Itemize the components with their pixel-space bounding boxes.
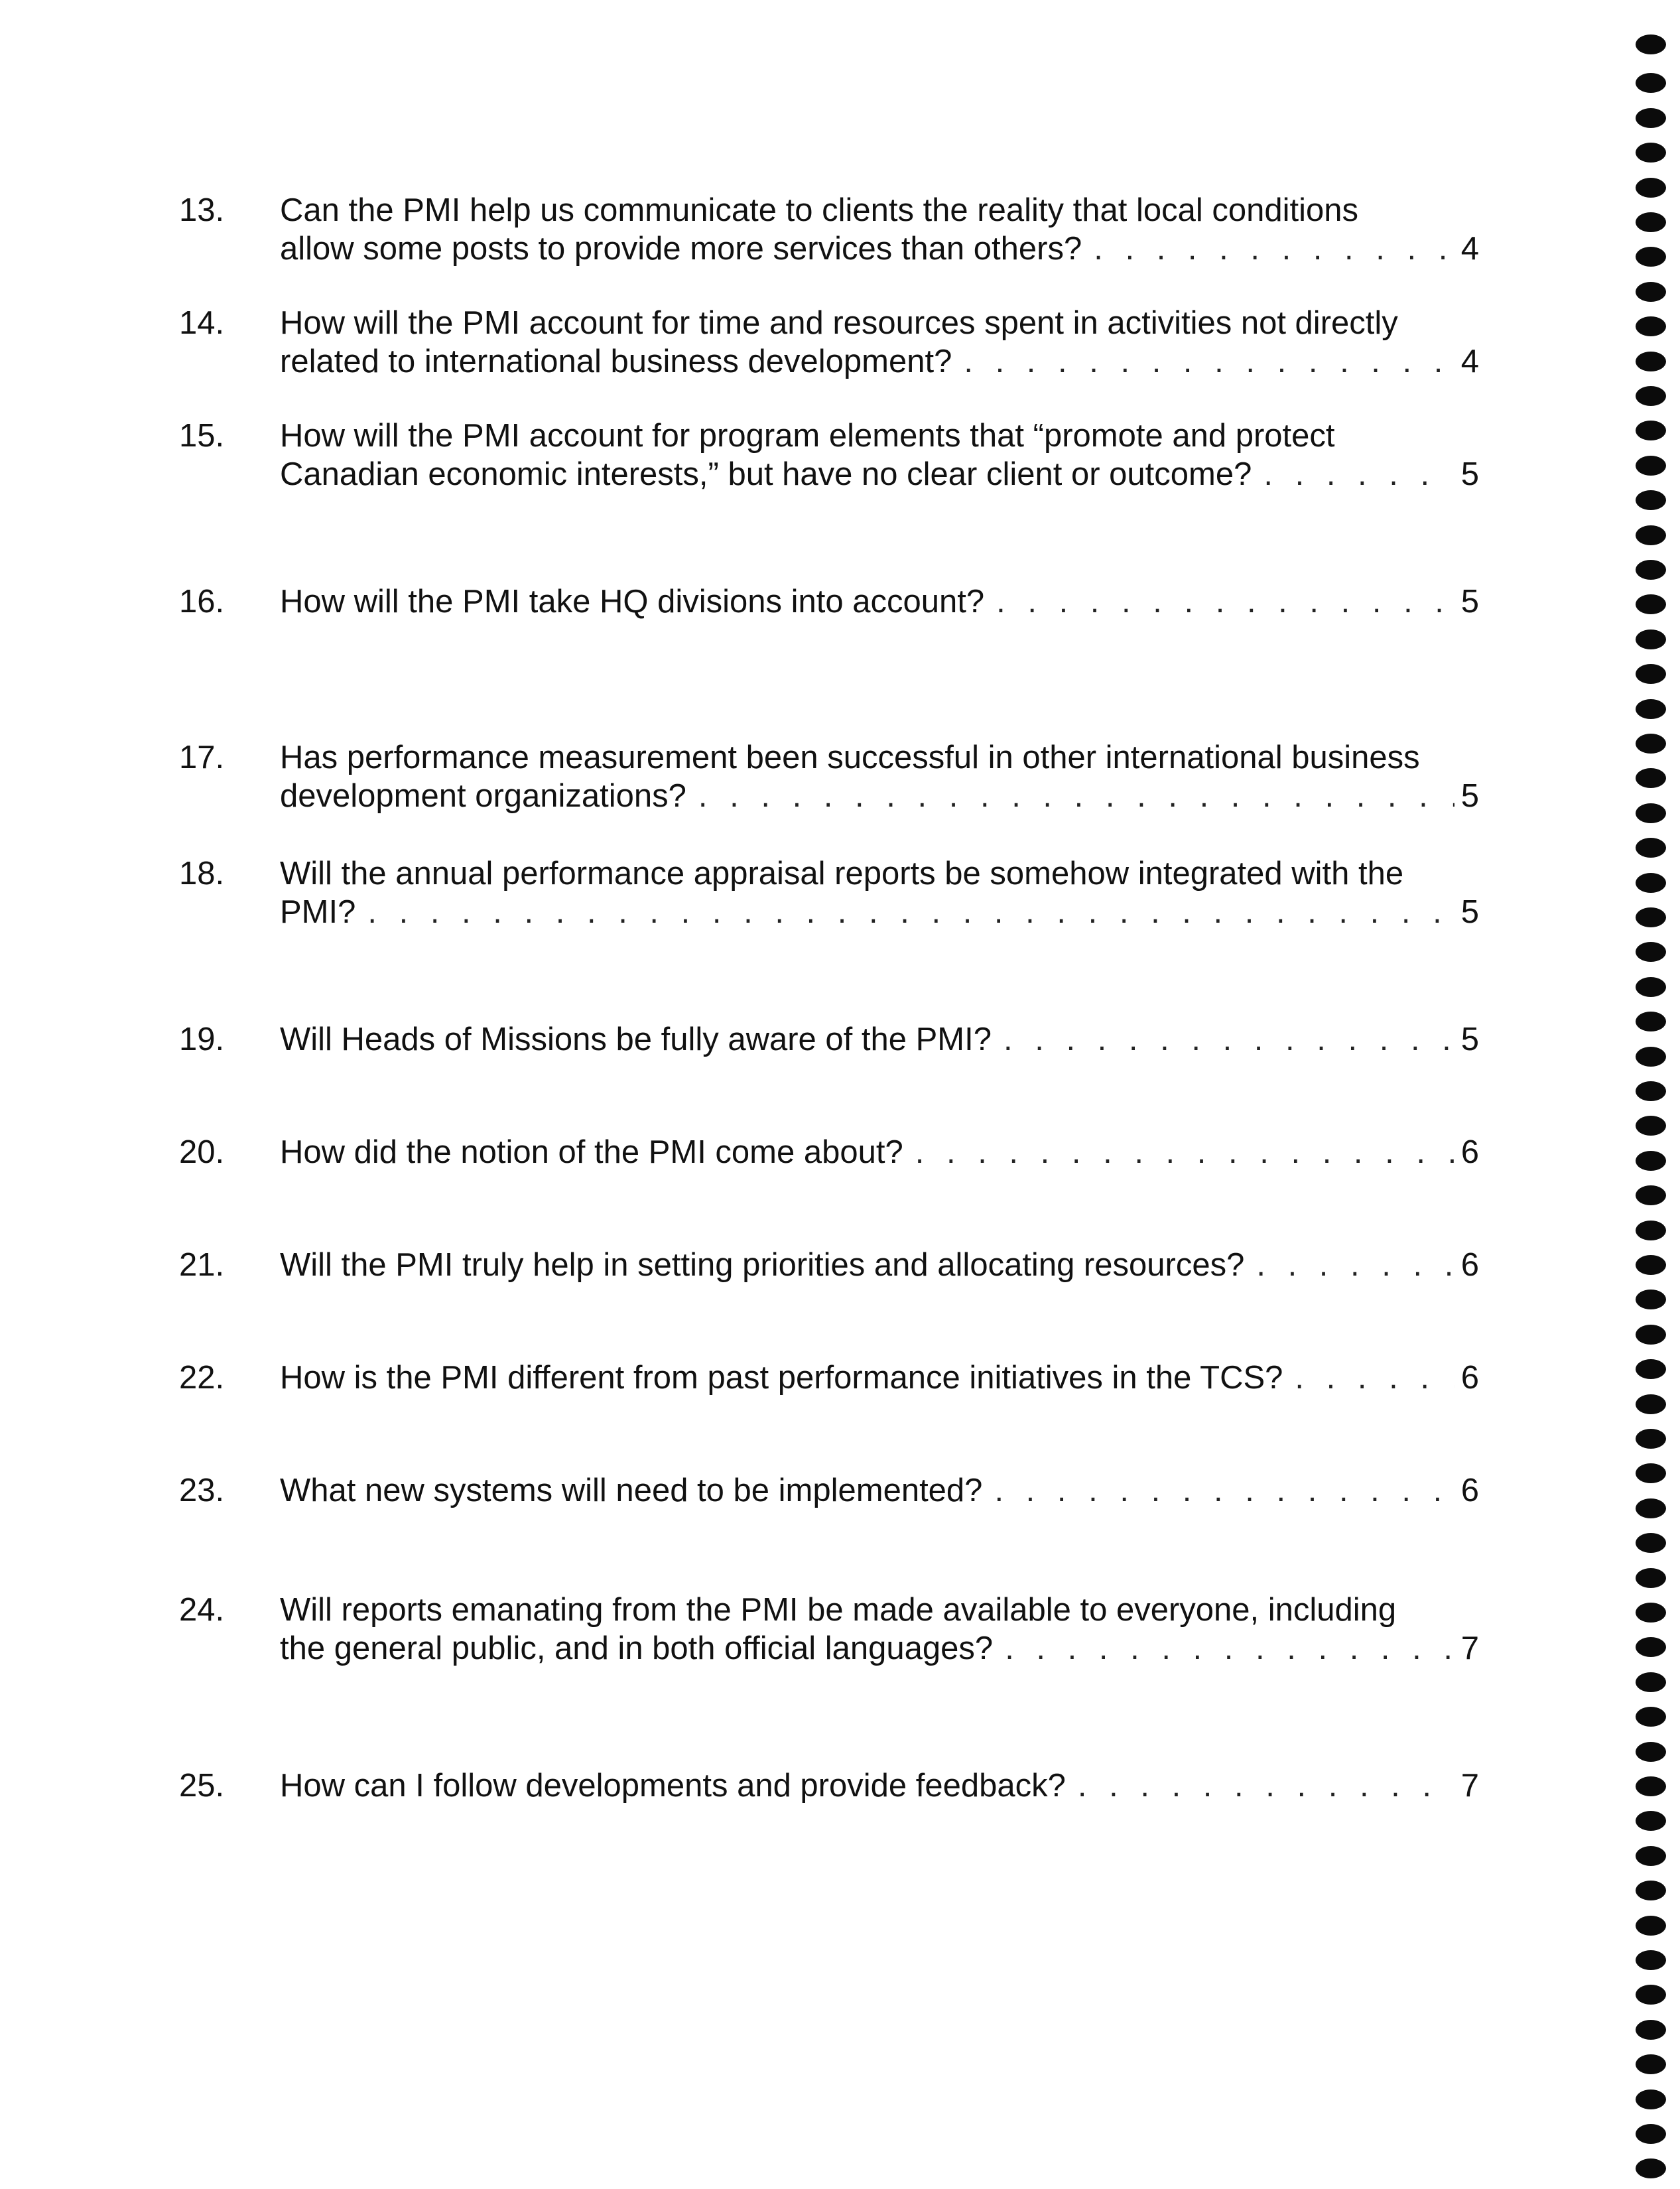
entry-question-line: How will the PMI account for program elements that “promote and protect (280, 418, 1335, 454)
entry-question-line: PMI? (280, 894, 356, 930)
binding-hole (1636, 2054, 1666, 2074)
page-number: 4 (1460, 344, 1479, 379)
dot-leader (994, 1471, 1454, 1510)
entry-number: 19. (179, 1022, 225, 1057)
dot-leader (367, 893, 1454, 931)
binding-hole (1636, 282, 1666, 302)
binding-hole (1636, 1776, 1666, 1796)
binding-hole (1636, 664, 1666, 684)
entry-question-line: Will the annual performance appraisal reports be somehow integrated with the (280, 856, 1404, 892)
binding-hole (1636, 2020, 1666, 2040)
entry-last-line (280, 1359, 1479, 1397)
binding-hole (1636, 1081, 1666, 1101)
binding-hole (1636, 1429, 1666, 1449)
entry-last-line (280, 1766, 1479, 1805)
entry-number: 20. (179, 1134, 225, 1170)
dot-leader (698, 777, 1454, 815)
binding-hole (1636, 143, 1666, 163)
page-number: 7 (1460, 1768, 1479, 1804)
dot-leader (1256, 1246, 1454, 1284)
binding-hole (1636, 1151, 1666, 1171)
binding-hole (1636, 316, 1666, 336)
binding-hole (1636, 386, 1666, 406)
binding-hole (1636, 212, 1666, 232)
entry-last-line (280, 455, 1479, 494)
binding-hole (1636, 1325, 1666, 1345)
entry-number: 22. (179, 1360, 225, 1396)
binding-hole (1636, 594, 1666, 614)
entry-number: 15. (179, 418, 225, 454)
binding-hole (1636, 1185, 1666, 1205)
entry-question (280, 1766, 1479, 1805)
entry-question-line: Has performance measurement been successful in other international business (280, 740, 1420, 775)
page-number: 4 (1460, 231, 1479, 267)
binding-hole (1636, 525, 1666, 545)
binding-hole (1636, 873, 1666, 893)
toc-entry (179, 582, 1479, 621)
binding-hole (1636, 1881, 1666, 1900)
entry-question (280, 1020, 1479, 1059)
binding-hole (1636, 108, 1666, 128)
entry-question-line: related to international business development? (280, 344, 952, 379)
binding-hole (1636, 1463, 1666, 1483)
entry-question (280, 854, 1479, 931)
entry-question-line: How will the PMI account for time and resources spent in activities not directly (280, 305, 1398, 341)
binding-hole (1636, 1012, 1666, 1031)
entry-question-line: Will reports emanating from the PMI be made available to everyone, including (280, 1592, 1397, 1628)
page-number: 7 (1460, 1630, 1479, 1666)
binding-hole (1636, 73, 1666, 93)
binding-hole (1636, 1116, 1666, 1136)
dot-leader (915, 1133, 1454, 1171)
entry-number: 16. (179, 584, 225, 620)
dot-leader (1005, 1629, 1454, 1668)
toc-entry (179, 304, 1479, 381)
entry-question-line: Will Heads of Missions be fully aware of the PMI? (280, 1022, 992, 1057)
page-number: 5 (1460, 584, 1479, 620)
binding-hole (1636, 2158, 1666, 2178)
binding-hole (1636, 1742, 1666, 1762)
entry-question (280, 1133, 1479, 1171)
page-number: 5 (1460, 894, 1479, 930)
entry-question (280, 417, 1479, 494)
binding-hole (1636, 1221, 1666, 1240)
entry-last-line (280, 342, 1479, 381)
dot-leader (1295, 1359, 1454, 1397)
entry-question (280, 738, 1479, 815)
entry-last-line (280, 1133, 1479, 1171)
toc-entry (179, 417, 1479, 494)
page-number: 5 (1460, 456, 1479, 492)
entry-last-line (280, 1629, 1479, 1668)
dot-leader (1263, 455, 1454, 494)
binding-hole (1636, 838, 1666, 858)
binding-hole (1636, 907, 1666, 927)
entry-question-line: How is the PMI different from past performance initiatives in the TCS? (280, 1360, 1283, 1396)
binding-hole (1636, 734, 1666, 754)
entry-question-line: How can I follow developments and provide feedback? (280, 1768, 1066, 1804)
page-number: 5 (1460, 778, 1479, 814)
binding-hole (1636, 1290, 1666, 1309)
binding-hole (1636, 1394, 1666, 1414)
binding-hole (1636, 1707, 1666, 1727)
toc-entry (179, 1020, 1479, 1059)
entry-question (280, 304, 1479, 381)
binding-hole (1636, 977, 1666, 997)
entry-number: 21. (179, 1247, 225, 1283)
entry-question-line: the general public, and in both official languages? (280, 1630, 994, 1666)
binding-hole (1636, 1603, 1666, 1623)
entry-question-line: How will the PMI take HQ divisions into account? (280, 584, 985, 620)
entry-number: 23. (179, 1473, 225, 1508)
binding-hole (1636, 1846, 1666, 1866)
binding-hole (1636, 560, 1666, 580)
binding-hole (1636, 1498, 1666, 1518)
toc-entry (179, 1133, 1479, 1171)
page-number: 6 (1460, 1473, 1479, 1508)
entry-number: 13. (179, 192, 225, 228)
page-number: 6 (1460, 1247, 1479, 1283)
binding-hole (1636, 803, 1666, 823)
entry-question-line: Will the PMI truly help in setting priorities and allocating resources? (280, 1247, 1245, 1283)
entry-last-line (280, 1471, 1479, 1510)
entry-number: 17. (179, 740, 225, 775)
binding-hole (1636, 699, 1666, 719)
binding-hole (1636, 178, 1666, 198)
entry-question (280, 1246, 1479, 1284)
entry-question-line: Can the PMI help us communicate to clients the reality that local conditions (280, 192, 1358, 228)
dot-leader (1094, 230, 1454, 268)
entry-question (280, 191, 1479, 268)
binding-hole (1636, 247, 1666, 267)
entry-last-line (280, 777, 1479, 815)
toc-entry (179, 1766, 1479, 1805)
binding-hole (1636, 352, 1666, 371)
binding-hole (1636, 1985, 1666, 2005)
binding-hole (1636, 1637, 1666, 1657)
binding-hole (1636, 630, 1666, 649)
dot-leader (964, 342, 1454, 381)
entry-question-line: allow some posts to provide more services than others? (280, 231, 1082, 267)
dot-leader (1078, 1766, 1454, 1805)
entry-number: 24. (179, 1592, 225, 1628)
entry-question (280, 582, 1479, 621)
binding-hole (1636, 1916, 1666, 1936)
binding-hole (1636, 1568, 1666, 1588)
entry-last-line (280, 1246, 1479, 1284)
binding-hole (1636, 456, 1666, 476)
binding-hole (1636, 1255, 1666, 1275)
binding-hole (1636, 421, 1666, 440)
entry-question (280, 1359, 1479, 1397)
entry-question (280, 1591, 1479, 1668)
binding-hole (1636, 490, 1666, 510)
toc-entry (179, 1471, 1479, 1510)
binding-hole (1636, 942, 1666, 962)
entry-question-line: Canadian economic interests,” but have no clear client or outcome? (280, 456, 1252, 492)
binding-hole (1636, 1047, 1666, 1067)
toc-entry (179, 738, 1479, 815)
entry-last-line (280, 582, 1479, 621)
toc-entry (179, 1591, 1479, 1668)
binding-hole (1636, 2090, 1666, 2109)
binding-hole (1636, 1672, 1666, 1692)
toc-entry (179, 191, 1479, 268)
binding-hole (1636, 1533, 1666, 1553)
entry-question-line: What new systems will need to be implemented? (280, 1473, 983, 1508)
entry-last-line (280, 893, 1479, 931)
page-number: 6 (1460, 1360, 1479, 1396)
binding-hole (1636, 768, 1666, 788)
toc-entry (179, 854, 1479, 931)
page-number: 6 (1460, 1134, 1479, 1170)
entry-question (280, 1471, 1479, 1510)
binding-hole (1636, 34, 1666, 54)
dot-leader (1003, 1020, 1454, 1059)
entry-last-line (280, 1020, 1479, 1059)
toc-entry (179, 1246, 1479, 1284)
entry-number: 18. (179, 856, 225, 892)
binding-hole (1636, 1811, 1666, 1831)
dot-leader (996, 582, 1454, 621)
spiral-binding (1636, 27, 1669, 2189)
binding-hole (1636, 1359, 1666, 1379)
entry-last-line (280, 230, 1479, 268)
toc-entry (179, 1359, 1479, 1397)
entry-number: 25. (179, 1768, 225, 1804)
binding-hole (1636, 1950, 1666, 1970)
entry-question-line: development organizations? (280, 778, 686, 814)
entry-question-line: How did the notion of the PMI come about? (280, 1134, 903, 1170)
binding-hole (1636, 2124, 1666, 2144)
entry-number: 14. (179, 305, 225, 341)
page-number: 5 (1460, 1022, 1479, 1057)
